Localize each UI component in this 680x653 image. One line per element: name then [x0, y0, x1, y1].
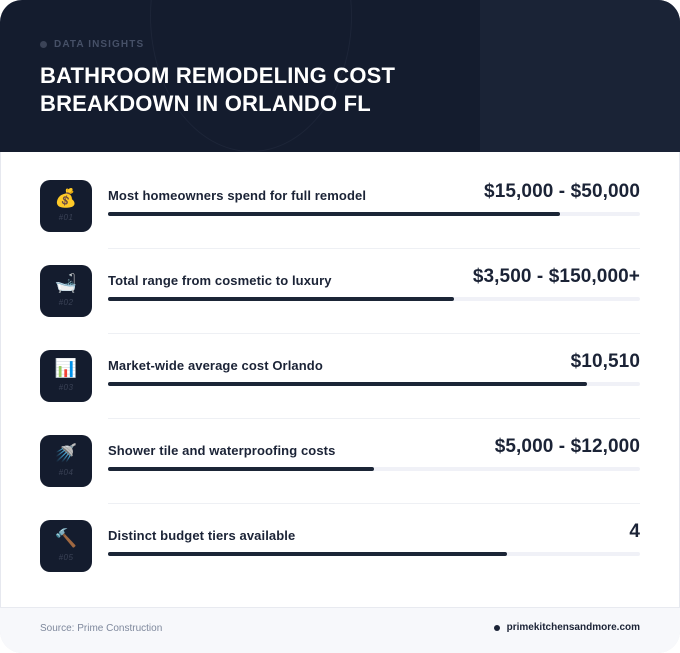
stat-bar-track: [108, 212, 640, 216]
stat-bar-track: [108, 297, 640, 301]
stat-icon-box: [40, 520, 92, 572]
header-accent-panel: [480, 0, 680, 152]
stat-icon-box: [40, 435, 92, 487]
source-label: Source: Prime Construction: [40, 623, 163, 634]
stat-bar-fill: [108, 297, 454, 301]
stat-value: 4: [629, 521, 640, 542]
stat-bar-fill: [108, 552, 507, 556]
stat-number: #03: [58, 383, 74, 392]
bathtub-icon: 🛁: [54, 273, 78, 294]
stat-bar-fill: [108, 382, 587, 386]
hammer-icon: 🔨: [54, 528, 78, 549]
stat-number: #04: [58, 468, 74, 477]
stat-value: $3,500 - $150,000+: [472, 266, 640, 287]
stat-bar-track: [108, 382, 640, 386]
stat-label: Shower tile and waterproofing costs: [108, 443, 336, 458]
stat-bar-fill: [108, 467, 374, 471]
eyebrow-label: DATA INSIGHTS: [54, 39, 145, 50]
stat-row: [40, 348, 640, 433]
stat-bar-track: [108, 467, 640, 471]
stat-value: $5,000 - $12,000: [494, 436, 640, 457]
site-link[interactable]: [494, 622, 640, 633]
stat-row: [40, 433, 640, 518]
shower-icon: 🚿: [54, 443, 78, 464]
money-bag-icon: 💰: [54, 188, 78, 209]
stat-list: [40, 178, 640, 603]
stat-number: #05: [58, 553, 74, 562]
stat-value: $15,000 - $50,000: [484, 181, 640, 202]
stat-label: Distinct budget tiers available: [108, 528, 296, 543]
stat-row: [40, 178, 640, 263]
stat-label: Most homeowners spend for full remodel: [108, 188, 367, 203]
stat-icon-box: [40, 265, 92, 317]
eyebrow-dot-icon: [40, 41, 47, 48]
stat-row: [40, 263, 640, 348]
footer: [0, 607, 680, 653]
site-dot-icon: [494, 625, 500, 631]
bar-chart-icon: 📊: [54, 358, 78, 379]
stat-row: [40, 518, 640, 603]
stat-icon-box: [40, 350, 92, 402]
page-title: BATHROOM REMODELING COST BREAKDOWN IN ORLANDO FL: [40, 63, 396, 116]
stat-bar-track: [108, 552, 640, 556]
site-url: primekitchensandmore.com: [506, 622, 640, 633]
stat-label: Total range from cosmetic to luxury: [108, 273, 332, 288]
stat-number: #01: [58, 213, 74, 222]
eyebrow: [40, 39, 144, 50]
header: [0, 0, 680, 152]
stat-icon-box: [40, 180, 92, 232]
stat-label: Market-wide average cost Orlando: [108, 358, 323, 373]
stat-number: #02: [58, 298, 74, 307]
stat-bar-fill: [108, 212, 560, 216]
stat-value: $10,510: [570, 351, 640, 372]
